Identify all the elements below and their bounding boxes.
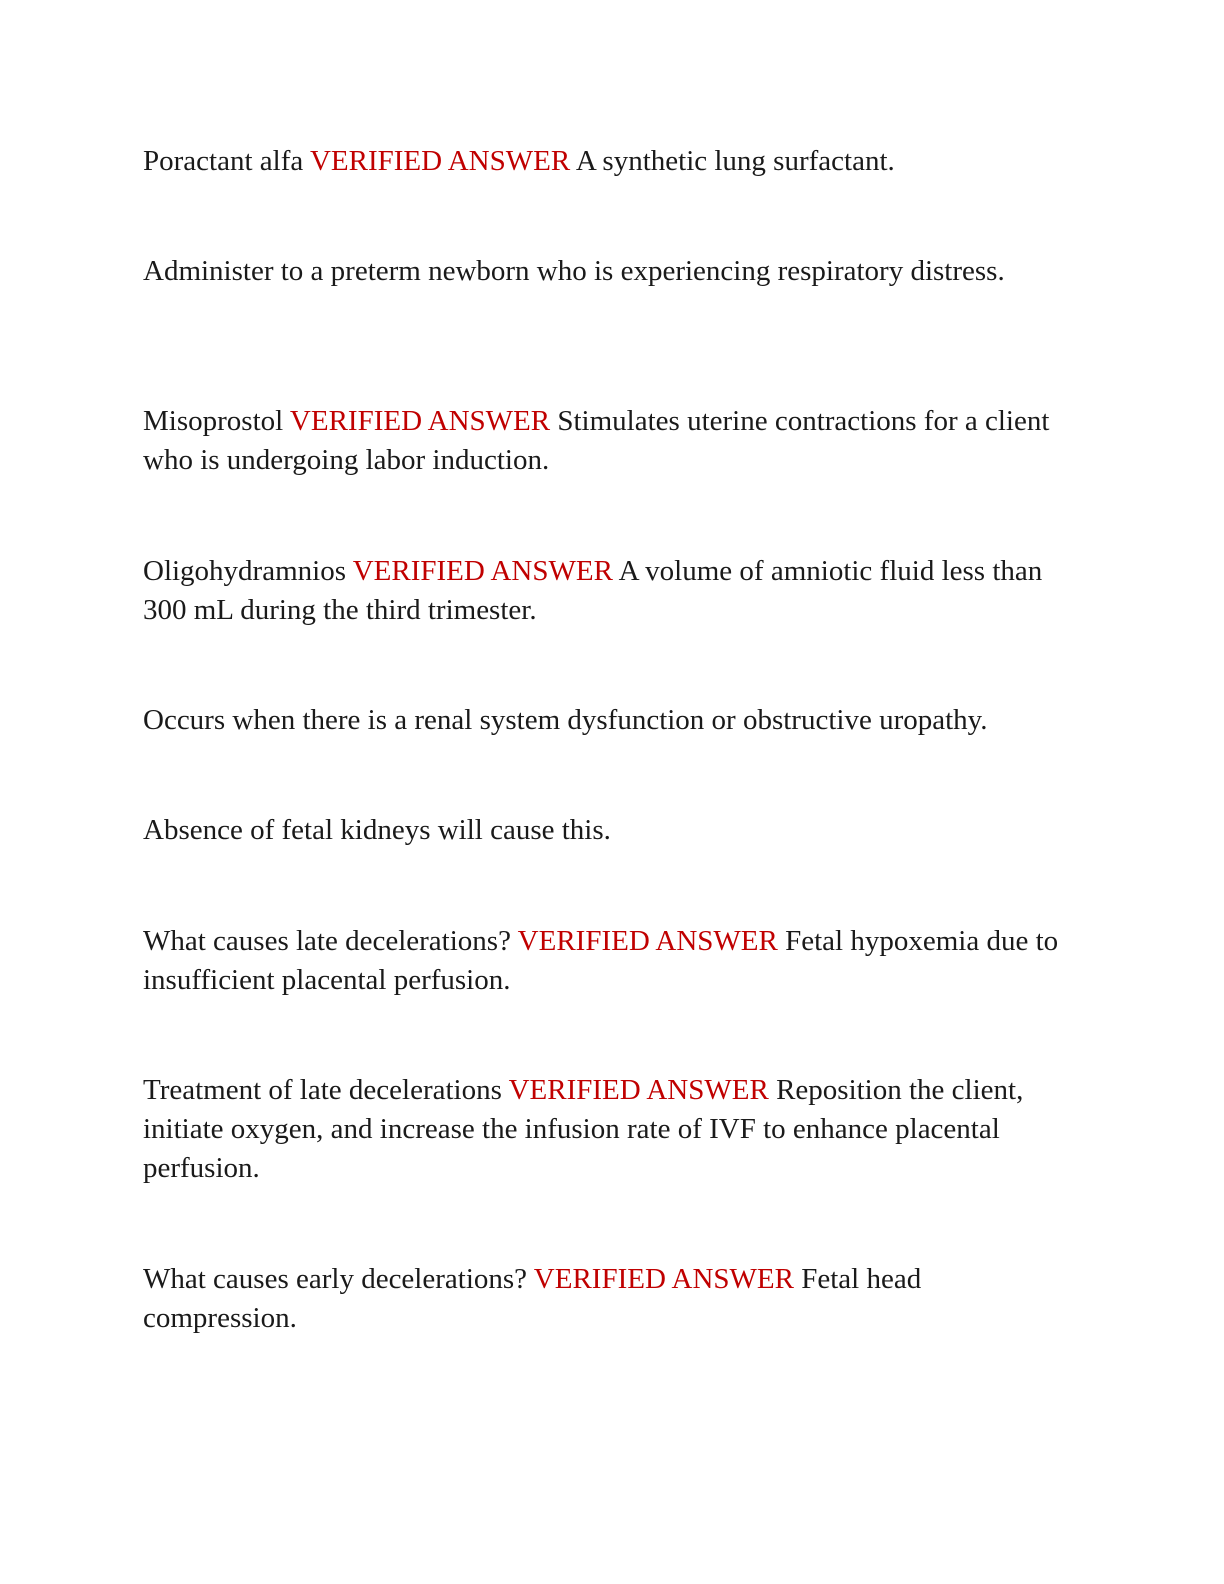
term: What causes late decelerations? [143,925,511,957]
note-text: Absence of fetal kidneys will cause this. [143,814,611,846]
answer: Stimulates uterine contractions for a client who is undergoing labor induction. [143,405,1050,476]
term: Oligohydramnios [143,555,346,587]
flashcard-oligohydramnios [143,552,1073,630]
note-oligohydramnios-cause [143,701,1073,740]
note-text: Administer to a preterm newborn who is experiencing respiratory distress. [143,255,1005,287]
verified-answer-tag: VERIFIED ANSWER [289,405,551,437]
term: Poractant alfa [143,145,304,177]
verified-answer-tag: VERIFIED ANSWER [517,925,778,957]
verified-answer-tag: VERIFIED ANSWER [508,1074,769,1106]
verified-answer-tag: VERIFIED ANSWER [533,1263,794,1295]
flashcard-early-decelerations-cause [143,1260,1073,1338]
answer: Reposition the client, initiate oxygen, and increase the infusion rate of IVF to enhance placental perfusion. [143,1074,1024,1184]
term: Misoprostol [143,405,284,437]
answer: Fetal head compression. [143,1263,922,1334]
flashcard-late-decelerations-treatment [143,1071,1073,1188]
flashcard-misoprostol [143,402,1073,480]
note-fetal-kidneys [143,811,1073,850]
flashcard-poractant-alfa [143,142,1073,181]
answer: A synthetic lung surfactant. [575,145,895,177]
term: What causes early decelerations? [143,1263,528,1295]
verified-answer-tag: VERIFIED ANSWER [309,145,571,177]
flashcard-late-decelerations-cause [143,922,1073,1000]
note-text: Occurs when there is a renal system dysfunction or obstructive uropathy. [143,704,988,736]
term: Treatment of late decelerations [143,1074,502,1106]
answer: A volume of amniotic fluid less than 300 mL during the third trimester. [143,555,1043,626]
verified-answer-tag: VERIFIED ANSWER [352,555,613,587]
note-surfactant-use [143,252,1073,291]
answer: Fetal hypoxemia due to insufficient placental perfusion. [143,925,1059,996]
